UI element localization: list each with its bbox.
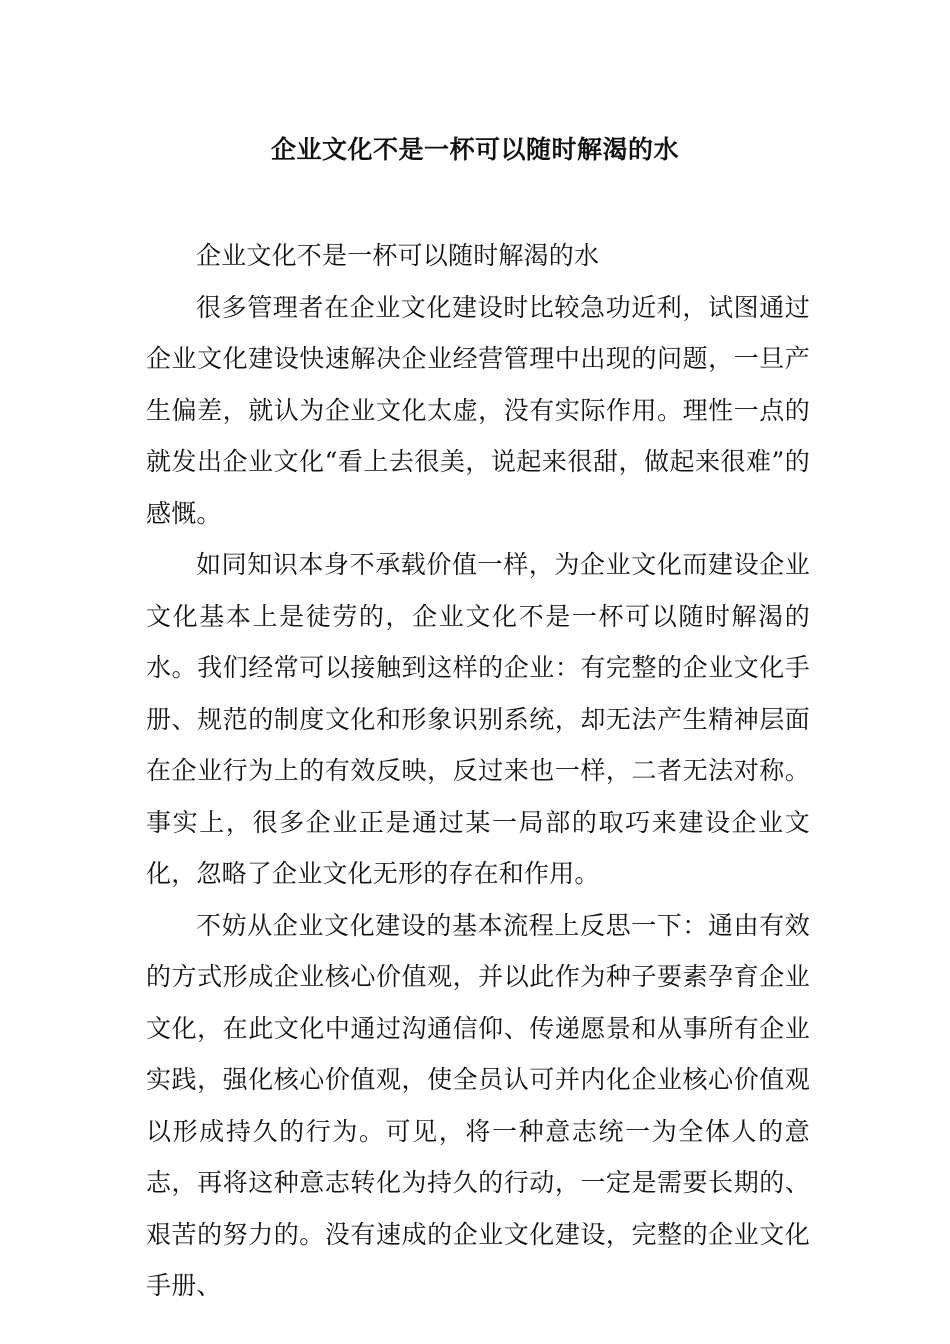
- document-title: 企业文化不是一杯可以随时解渴的水: [270, 135, 679, 164]
- paragraph: 很多管理者在企业文化建设时比较急功近利，试图通过企业文化建设快速解决企业经营管理中出现的问题，一旦产生偏差，就认为企业文化太虚，没有实际作用。理性一点的就发出企业文化“看上去很美，说起来很甜，做起来很难”的感慨。: [146, 292, 810, 528]
- paragraph-subtitle: 企业文化不是一杯可以随时解渴的水: [196, 241, 600, 270]
- paragraph: 如同知识本身不承载价值一样，为企业文化而建设企业文化基本上是徒劳的，企业文化不是一杯可以随时解渴的水。我们经常可以接触到这样的企业：有完整的企业文化手册、规范的制度文化和形象识别系统，却无法产生精神层面在企业行为上的有效反映，反过来也一样，二者无法对称。事实上，很多企业正是通过某一局部的取巧来建设企业文化，忽略了企业文化无形的存在和作用。: [146, 550, 810, 888]
- document-body: [146, 230, 810, 1312]
- paragraph: 不妨从企业文化建设的基本流程上反思一下：通由有效的方式形成企业核心价值观，并以此作为种子要素孕育企业文化，在此文化中通过沟通信仰、传递愿景和从事所有企业实践，强化核心价值观，使全员认可并内化企业核心价值观以形成持久的行为。可见，将一种意志统一为全体人的意志，再将这种意志转化为持久的行动，一定是需要长期的、艰苦的努力的。没有速成的企业文化建设，完整的企业文化手册、: [146, 910, 810, 1300]
